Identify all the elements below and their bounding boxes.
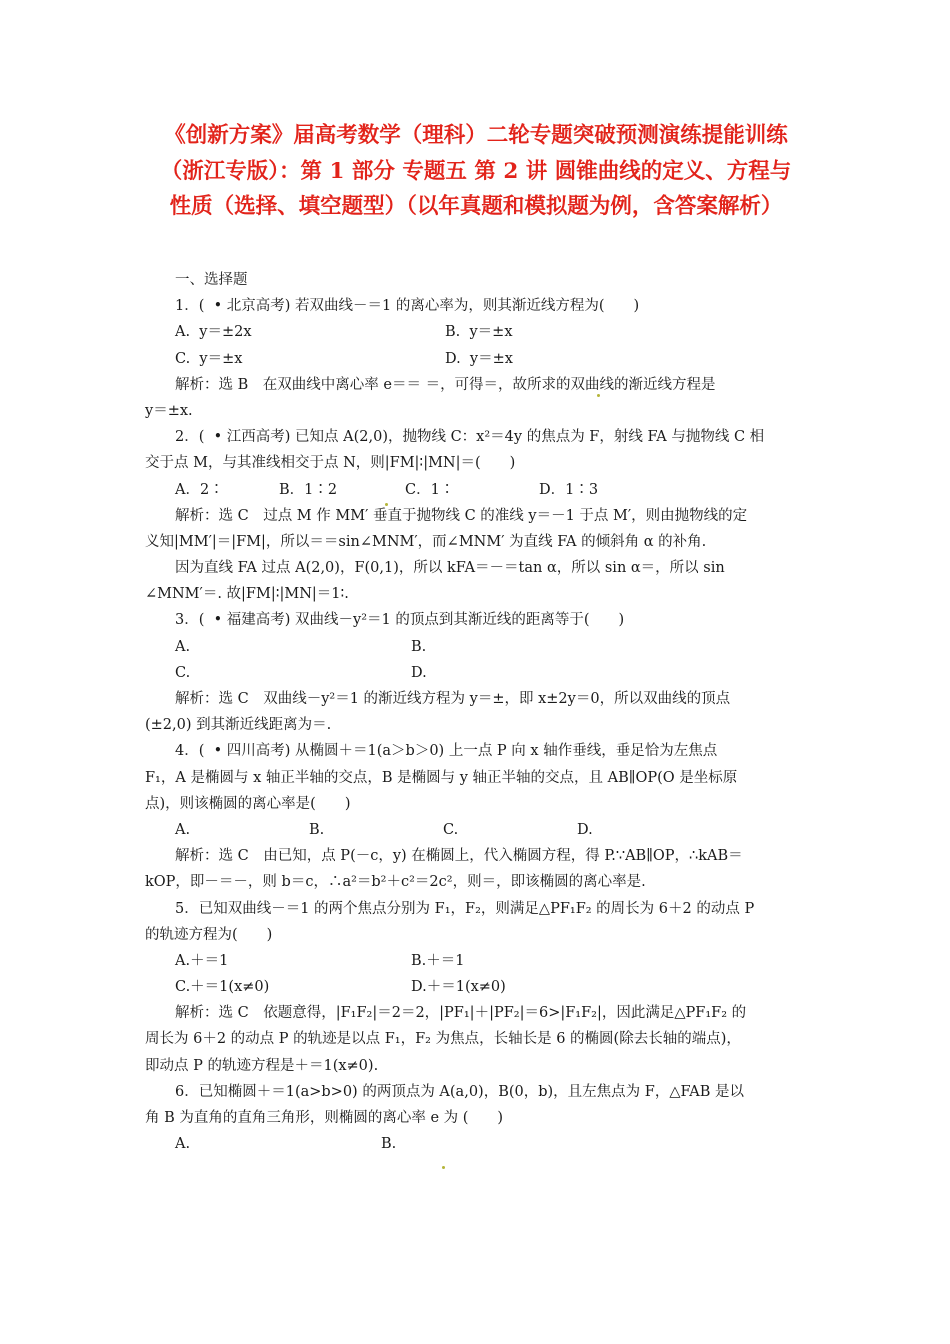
question-3-stem: 3．( • 福建高考) 双曲线－y²＝1 的顶点到其渐近线的距离等于( ): [175, 612, 625, 629]
q5-option-c: C.＋＝1(x≠0): [175, 979, 270, 996]
question-1-options-row-1: [145, 319, 815, 345]
q3-option-c: C.: [175, 664, 191, 681]
q5-solution-3: 即动点 P 的轨迹方程是＋＝1(x≠0).: [145, 1057, 379, 1074]
question-4-options: [145, 817, 815, 843]
q1-solution-1: 解析：选 B 在双曲线中离心率 e＝＝ ＝，可得＝，故所求的双曲线的渐近线方程是: [175, 376, 716, 393]
q2-option-d: D．1∶3: [539, 481, 599, 498]
question-5-options-row-1: [145, 948, 815, 974]
q6-option-a: A.: [175, 1136, 191, 1153]
question-6-options: [145, 1131, 815, 1157]
q5-option-b: B.＋＝1: [411, 952, 465, 969]
q3-option-a: A.: [175, 638, 191, 655]
question-3-options-row-1: [145, 634, 815, 660]
q1-solution-2: y＝±x.: [145, 402, 193, 419]
q1-option-b: B. y＝±x: [445, 324, 513, 341]
question-6-stem-1: 6．已知椭圆＋＝1(a>b>0) 的两顶点为 A(a,0)，B(0，b)，且左焦点为 F，△FAB 是以: [175, 1083, 745, 1100]
q5-option-d: D.＋＝1(x≠0): [411, 979, 506, 996]
section-heading: 一、选择题: [175, 272, 248, 288]
question-1-stem: 1．( • 北京高考) 若双曲线－＝1 的离心率为，则其渐近线方程为( ): [175, 298, 640, 315]
scan-speck: [597, 394, 600, 397]
q3-solution-2: (±2,0) 到其渐近线距离为＝.: [145, 717, 332, 734]
question-2-options: [145, 477, 815, 503]
q4-solution-1: 解析：选 C 由已知，点 P(－c，y) 在椭圆上，代入椭圆方程，得 P.∵AB∥OP，∴kAB＝: [175, 848, 743, 865]
q2-solution-3: 因为直线 FA 过点 A(2,0)，F(0,1)，所以 kFA＝－＝tan α，所以 sin α＝，所以 sin: [175, 560, 725, 577]
q2-solution-2: 义知|MM′|＝|FM|，所以＝＝sin∠MNM′，而∠MNM′ 为直线 FA 的倾斜角 α 的补角.: [145, 533, 707, 550]
question-2-stem-1: 2．( • 江西高考) 已知点 A(2,0)，抛物线 C：x²＝4y 的焦点为 F，射线 FA 与抛物线 C 相: [175, 429, 765, 446]
q5-solution-2: 周长为 6＋2 的动点 P 的轨迹是以点 F₁，F₂ 为焦点，长轴长是 6 的椭圆(除去长轴的端点)，: [145, 1031, 741, 1048]
q5-option-a: A.＋＝1: [175, 952, 229, 969]
q2-solution-4: ∠MNM′＝. 故|FM|∶|MN|＝1∶.: [145, 586, 349, 603]
q2-option-b: B．1∶2: [279, 481, 338, 498]
question-2-stem-2: 交于点 M，与其准线相交于点 N，则|FM|∶|MN|＝( ): [145, 455, 516, 472]
question-5-options-row-2: [145, 974, 815, 1000]
question-3-options-row-2: [145, 660, 815, 686]
q4-option-b: B.: [309, 821, 325, 838]
q6-option-b: B.: [381, 1136, 397, 1153]
q3-solution-1: 解析：选 C 双曲线－y²＝1 的渐近线方程为 y＝±，即 x±2y＝0，所以双曲线的顶点: [175, 691, 731, 707]
question-1-options-row-2: [145, 346, 815, 372]
title-line-3: 性质（选择、填空题型）（以年真题和模拟题为例，含答案解析）: [169, 194, 783, 219]
q1-option-c: C. y＝±x: [175, 350, 243, 367]
question-4-stem-1: 4．( • 四川高考) 从椭圆＋＝1(a＞b＞0) 上一点 P 向 x 轴作垂线，垂足恰为左焦点: [175, 743, 718, 760]
scan-speck: [385, 503, 388, 506]
question-4-stem-2: F₁，A 是椭圆与 x 轴正半轴的交点，B 是椭圆与 y 轴正半轴的交点，且 AB∥OP(O 是坐标原: [145, 769, 738, 786]
document-title: [120, 118, 832, 225]
question-6-stem-2: 角 B 为直角的直角三角形，则椭圆的离心率 e 为 ( ): [145, 1110, 504, 1126]
q4-option-a: A.: [175, 821, 191, 838]
title-line-2: （浙江专版）：第 1 部分 专题五 第 2 讲 圆锥曲线的定义、方程与: [160, 158, 792, 184]
title-line-1: 《创新方案》届高考数学（理科）二轮专题突破预测演练提能训练: [164, 123, 788, 148]
q5-solution-1: 解析：选 C 依题意得，|F₁F₂|＝2＝2，|PF₁|＋|PF₂|＝6>|F₁F₂|，因此满足△PF₁F₂ 的: [175, 1005, 747, 1022]
q2-option-a: A．2∶: [175, 481, 224, 498]
q4-solution-2: kOP，即－＝－，则 b＝c，∴a²＝b²＋c²＝2c²，则＝，即该椭圆的离心率是.: [145, 874, 646, 891]
question-4-stem-3: 点)，则该椭圆的离心率是( ): [145, 795, 351, 812]
q1-option-a: A. y＝±2x: [175, 324, 252, 341]
question-5-stem-2: 的轨迹方程为( ): [145, 926, 273, 943]
q4-option-c: C.: [443, 821, 459, 838]
q3-option-b: B.: [411, 638, 427, 655]
q2-option-c: C．1∶: [405, 481, 455, 498]
document-body: [145, 267, 815, 1157]
q4-option-d: D.: [577, 821, 593, 838]
scan-speck: [442, 1166, 445, 1169]
question-5-stem-1: 5．已知双曲线－＝1 的两个焦点分别为 F₁，F₂，则满足△PF₁F₂ 的周长为 6＋2 的动点 P: [175, 900, 755, 917]
q3-option-d: D.: [411, 664, 427, 681]
q2-solution-1: 解析：选 C 过点 M 作 MM′ 垂直于抛物线 C 的准线 y＝－1 于点 M′，则由抛物线的定: [175, 507, 748, 524]
q1-option-d: D. y＝±x: [445, 350, 513, 367]
